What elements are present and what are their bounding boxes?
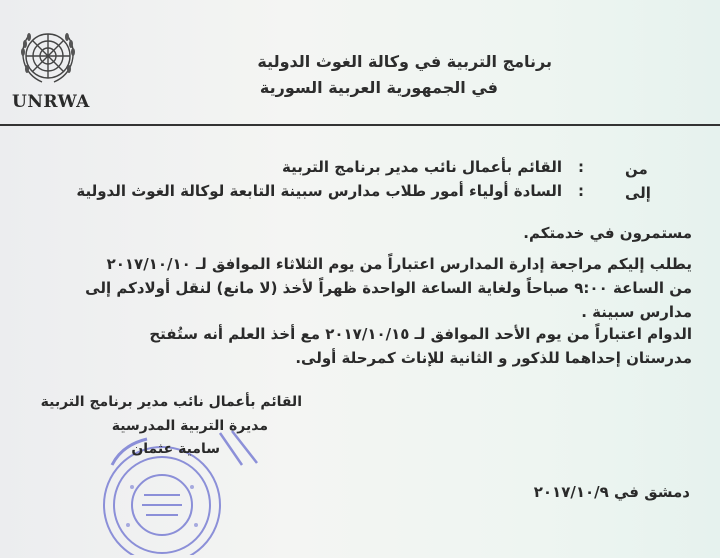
to-label: إلى (625, 184, 651, 202)
date-line: دمشق في ٢٠١٧/١٠/٩ (533, 483, 690, 501)
body-line-4: الدوام اعتباراً من يوم الأحد الموافق لـ ٢٠١٧/١٠/١٥ مع أخذ العلم أنه ستُفتح (149, 325, 692, 343)
to-value: السادة أولياء أمور طلاب مدارس سبينة التابعة لوكالة الغوث الدولية (76, 182, 562, 200)
signature-dept: مديرة التربية المدرسية (111, 418, 268, 434)
from-colon: : (578, 158, 584, 176)
body-line-5: مدرستان إحداهما للذكور و الثانية للإناث كمرحلة أولى. (295, 349, 692, 367)
signature-block (0, 0, 302, 558)
greeting: مستمرون في خدمتكم. (523, 224, 692, 242)
header-title-line1: برنامج التربية في وكالة الغوث الدولية (257, 52, 552, 71)
from-label: من (625, 160, 648, 178)
org-logo-text: UNRWA (12, 92, 90, 112)
signature-name: سامية عثمان (131, 441, 220, 457)
header-title-line2: في الجمهورية العربية السورية (259, 78, 498, 97)
body-line-3: مدارس سبينة . (581, 303, 692, 321)
body-line-2: من الساعة ٩:٠٠ صباحاً ولغاية الساعة الواحدة ظهراً لأخذ (لا مانع) لنقل أولادكم إلى (85, 279, 692, 297)
body-line-1: يطلب إليكم مراجعة إدارة المدارس اعتباراً من يوم الثلاثاء الموافق لـ ٢٠١٧/١٠/١٠ (106, 255, 692, 273)
signature-title: القائم بأعمال نائب مدير برنامج التربية (40, 394, 302, 410)
to-colon: : (578, 182, 584, 200)
from-value: القائم بأعمال نائب مدير برنامج التربية (281, 158, 562, 176)
